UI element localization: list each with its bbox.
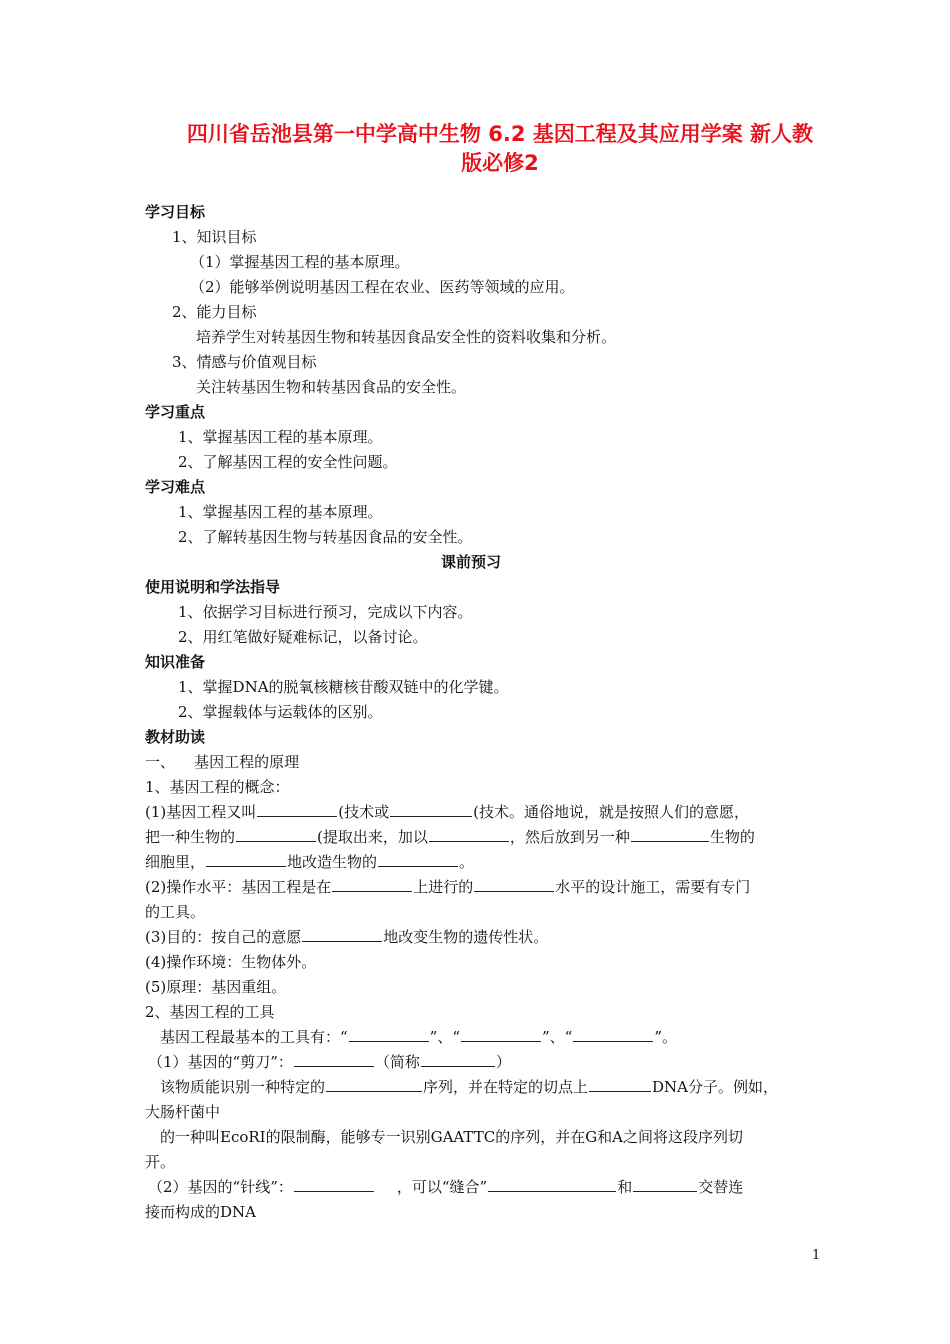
fill-blank[interactable] [326, 1076, 422, 1092]
text: 序列，并在特定的切点上 [423, 1078, 589, 1096]
title-line-2: 版必修2 [461, 151, 539, 175]
goal-1b: （2）能够举例说明基因工程在农业、医药等领域的应用。 [190, 278, 575, 296]
text: 基因工程最基本的工具有：“ [160, 1028, 348, 1046]
goal-3a: 关注转基因生物和转基因食品的安全性。 [196, 378, 467, 396]
text: 细胞里， [145, 853, 206, 871]
goal-1: 1、知识目标 [172, 228, 257, 246]
fill-blank[interactable] [236, 826, 316, 842]
reading-part-1: 一、 基因工程的原理 [145, 753, 300, 771]
text: (2)操作水平：基因工程是在 [145, 878, 332, 896]
text: (技术。通俗地说，就是按照人们的意愿， [473, 803, 749, 821]
text: ”、“ [542, 1028, 573, 1046]
fill-blank[interactable] [349, 1026, 429, 1042]
purpose-line [145, 925, 548, 949]
operation-line-1 [145, 875, 750, 899]
section-heading-knowledge: 知识准备 [145, 653, 206, 671]
fill-blank[interactable] [294, 1176, 374, 1192]
fill-blank[interactable] [573, 1026, 653, 1042]
section-heading-usage: 使用说明和学法指导 [145, 578, 281, 596]
key-1: 1、掌握基因工程的基本原理。 [178, 428, 383, 446]
example-line-2: 的一种叫EcoRⅠ的限制酶，能够专一识别GAATTC的序列，并在G和A之间将这段序列切 [160, 1128, 744, 1146]
text: 上进行的 [413, 878, 474, 896]
concept-line-1 [145, 800, 749, 824]
difficulty-2: 2、了解转基因生物与转基因食品的安全性。 [178, 528, 473, 546]
text: ，然后放到另一种 [509, 828, 630, 846]
text: ”。 [654, 1028, 678, 1046]
tools-line [160, 1025, 677, 1049]
concept-heading: 1、基因工程的概念： [145, 778, 290, 796]
fill-blank[interactable] [332, 876, 412, 892]
text: (技术或 [338, 803, 390, 821]
fill-blank[interactable] [631, 826, 709, 842]
fill-blank[interactable] [429, 826, 509, 842]
section-heading-key: 学习重点 [145, 403, 206, 421]
fill-blank[interactable] [378, 851, 458, 867]
section-heading-preview: 课前预习 [441, 553, 502, 571]
fill-blank[interactable] [461, 1026, 541, 1042]
scissors-desc-line [160, 1075, 778, 1099]
concept-line-2 [145, 825, 755, 849]
text: 把一种生物的 [145, 828, 236, 846]
usage-1: 1、依据学习目标进行预习，完成以下内容。 [178, 603, 473, 621]
text: 水平的设计施工，需要有专门 [555, 878, 751, 896]
text: 。 [459, 853, 475, 871]
key-2: 2、了解基因工程的安全性问题。 [178, 453, 398, 471]
text: 该物质能识别一种特定的 [160, 1078, 326, 1096]
example-line-1: 大肠杆菌中 [145, 1103, 221, 1121]
tools-heading: 2、基因工程的工具 [145, 1003, 275, 1021]
text: 交替连 [698, 1178, 744, 1196]
scissors-line [148, 1050, 511, 1074]
section-heading-goals: 学习目标 [145, 203, 206, 221]
text: （简称 [374, 1053, 420, 1071]
fill-blank[interactable] [474, 876, 554, 892]
environment-line: (4)操作环境：生物体外。 [145, 953, 317, 971]
page-number: 1 [812, 1248, 821, 1263]
goal-3: 3、情感与价值观目标 [172, 353, 317, 371]
text: DNA分子。例如， [652, 1078, 779, 1096]
fill-blank[interactable] [206, 851, 286, 867]
text: ） [495, 1053, 511, 1071]
text: (3)目的：按自己的意愿 [145, 928, 302, 946]
text: 地改变生物的遗传性状。 [383, 928, 549, 946]
text: 地改造生物的 [287, 853, 378, 871]
knowledge-1: 1、掌握DNA的脱氧核糖核苷酸双链中的化学键。 [178, 678, 509, 696]
fill-blank[interactable] [421, 1051, 495, 1067]
section-heading-reading: 教材助读 [145, 728, 206, 746]
fill-blank[interactable] [390, 801, 472, 817]
text: ”、“ [429, 1028, 461, 1046]
goal-2a: 培养学生对转基因生物和转基因食品安全性的资料收集和分析。 [196, 328, 617, 346]
document-title [150, 120, 850, 178]
title-line-1: 四川省岳池县第一中学高中生物 6.2 基因工程及其应用学案 新人教 [186, 122, 814, 146]
text: 生物的 [709, 828, 755, 846]
fill-blank[interactable] [488, 1176, 616, 1192]
text: 和 [617, 1178, 633, 1196]
fill-blank[interactable] [302, 926, 382, 942]
section-heading-difficulty: 学习难点 [145, 478, 206, 496]
text: (提取出来，加以 [317, 828, 428, 846]
text: (1)基因工程又叫 [145, 803, 257, 821]
knowledge-2: 2、掌握载体与运载体的区别。 [178, 703, 383, 721]
fill-blank[interactable] [257, 801, 337, 817]
example-line-3: 开。 [145, 1153, 176, 1171]
difficulty-1: 1、掌握基因工程的基本原理。 [178, 503, 383, 521]
principle-line: (5)原理：基因重组。 [145, 978, 287, 996]
needle-line-2: 接而构成的DNA [145, 1203, 256, 1221]
text: ，可以“缝合” [396, 1178, 488, 1196]
text: （1）基因的“剪刀”： [148, 1053, 293, 1071]
concept-line-3 [145, 850, 474, 874]
fill-blank[interactable] [294, 1051, 374, 1067]
fill-blank[interactable] [633, 1176, 697, 1192]
needle-line [148, 1175, 743, 1199]
goal-1a: （1）掌握基因工程的基本原理。 [190, 253, 410, 271]
text: （2）基因的“针线”： [148, 1178, 293, 1196]
fill-blank[interactable] [589, 1076, 651, 1092]
operation-line-2: 的工具。 [145, 903, 206, 921]
usage-2: 2、用红笔做好疑难标记，以备讨论。 [178, 628, 428, 646]
goal-2: 2、能力目标 [172, 303, 257, 321]
